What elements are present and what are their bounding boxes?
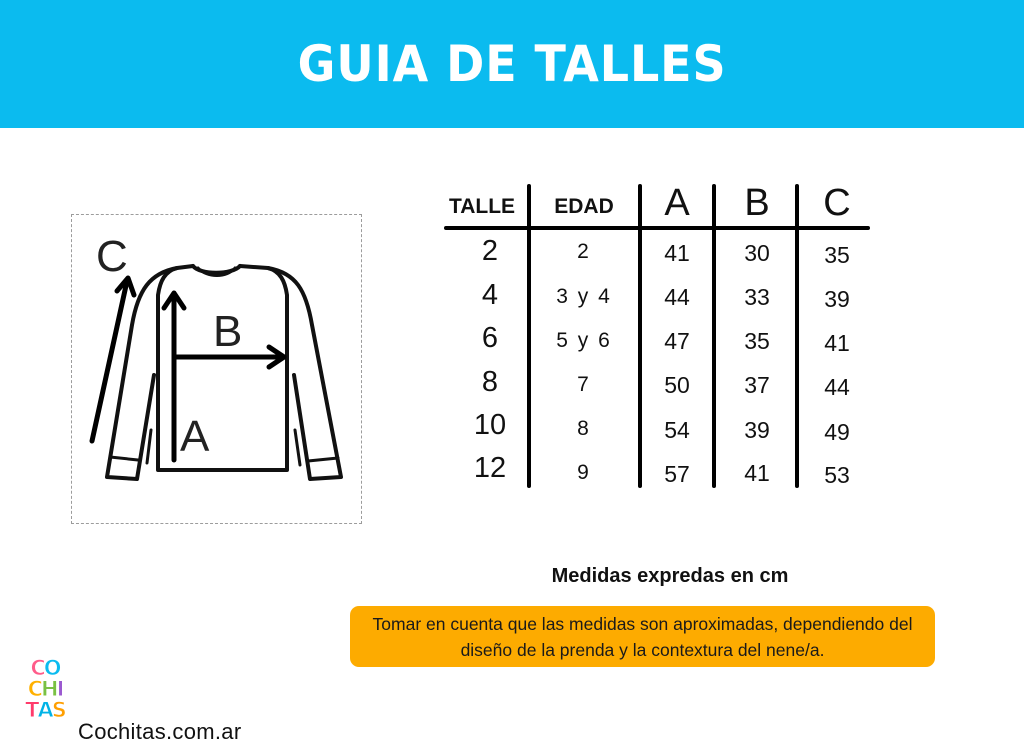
header-c: C — [823, 182, 851, 224]
b-cell: 33 — [744, 284, 770, 310]
header-talle: TALLE — [448, 195, 516, 218]
b-cell: 39 — [744, 417, 770, 443]
a-cell: 54 — [664, 417, 690, 443]
b-cell: 41 — [744, 460, 770, 486]
talle-cell: 8 — [481, 366, 499, 398]
b-cell: 30 — [744, 240, 770, 266]
b-cell: 37 — [744, 372, 770, 398]
edad-cell: 2 — [577, 240, 591, 263]
c-cell: 39 — [824, 286, 850, 312]
c-cell: 35 — [824, 242, 850, 268]
measure-label-a: A — [180, 412, 210, 461]
a-cell: 47 — [664, 328, 690, 354]
b-cell: 35 — [744, 328, 770, 354]
logo-letter: S — [51, 698, 67, 722]
c-cell: 53 — [824, 462, 850, 488]
logo-row — [18, 679, 74, 700]
cochitas-logo — [18, 658, 74, 736]
header-b: B — [744, 182, 770, 224]
a-cell: 57 — [664, 461, 690, 487]
talle-cell: 4 — [481, 279, 499, 311]
c-cell: 41 — [824, 330, 850, 356]
measure-label-c: C — [96, 232, 128, 281]
header-a: A — [664, 182, 690, 224]
logo-letter: C — [30, 656, 46, 680]
c-cell: 49 — [824, 419, 850, 445]
a-cell: 44 — [664, 284, 690, 310]
a-cell: 41 — [664, 240, 690, 266]
disclaimer-text: Tomar en cuenta que las medidas son aproximadas, dependiendo del diseño de la prenda y la contextura del nene/a. — [372, 613, 913, 660]
logo-letter: T — [25, 698, 40, 722]
logo-row — [18, 658, 74, 679]
size-table — [430, 178, 880, 498]
logo-letter: C — [27, 677, 43, 701]
logo-row — [18, 700, 74, 721]
talle-cell: 10 — [473, 409, 507, 441]
site-url: Cochitas.com.ar — [78, 719, 242, 744]
edad-cell: 5 y 6 — [556, 329, 612, 352]
edad-cell: 3 y 4 — [556, 285, 612, 308]
header-edad: EDAD — [554, 195, 614, 218]
edad-cell: 8 — [577, 417, 591, 440]
a-cell: 50 — [664, 372, 690, 398]
units-note: Medidas expredas en cm — [551, 565, 789, 587]
c-cell: 44 — [824, 374, 850, 400]
talle-cell: 2 — [481, 235, 499, 267]
header-banner — [0, 0, 1024, 128]
logo-letter: I — [56, 677, 65, 701]
page-title: GUIA DE TALLES — [297, 35, 727, 93]
sweater-diagram — [71, 214, 362, 524]
logo-letter: A — [37, 698, 54, 722]
edad-cell: 7 — [577, 373, 591, 396]
edad-cell: 9 — [577, 461, 591, 484]
talle-cell: 6 — [481, 322, 499, 354]
disclaimer-box — [350, 606, 935, 667]
logo-letter: H — [41, 677, 59, 701]
logo-letter: O — [43, 656, 62, 680]
talle-cell: 12 — [473, 452, 507, 484]
measure-label-b: B — [213, 307, 243, 356]
